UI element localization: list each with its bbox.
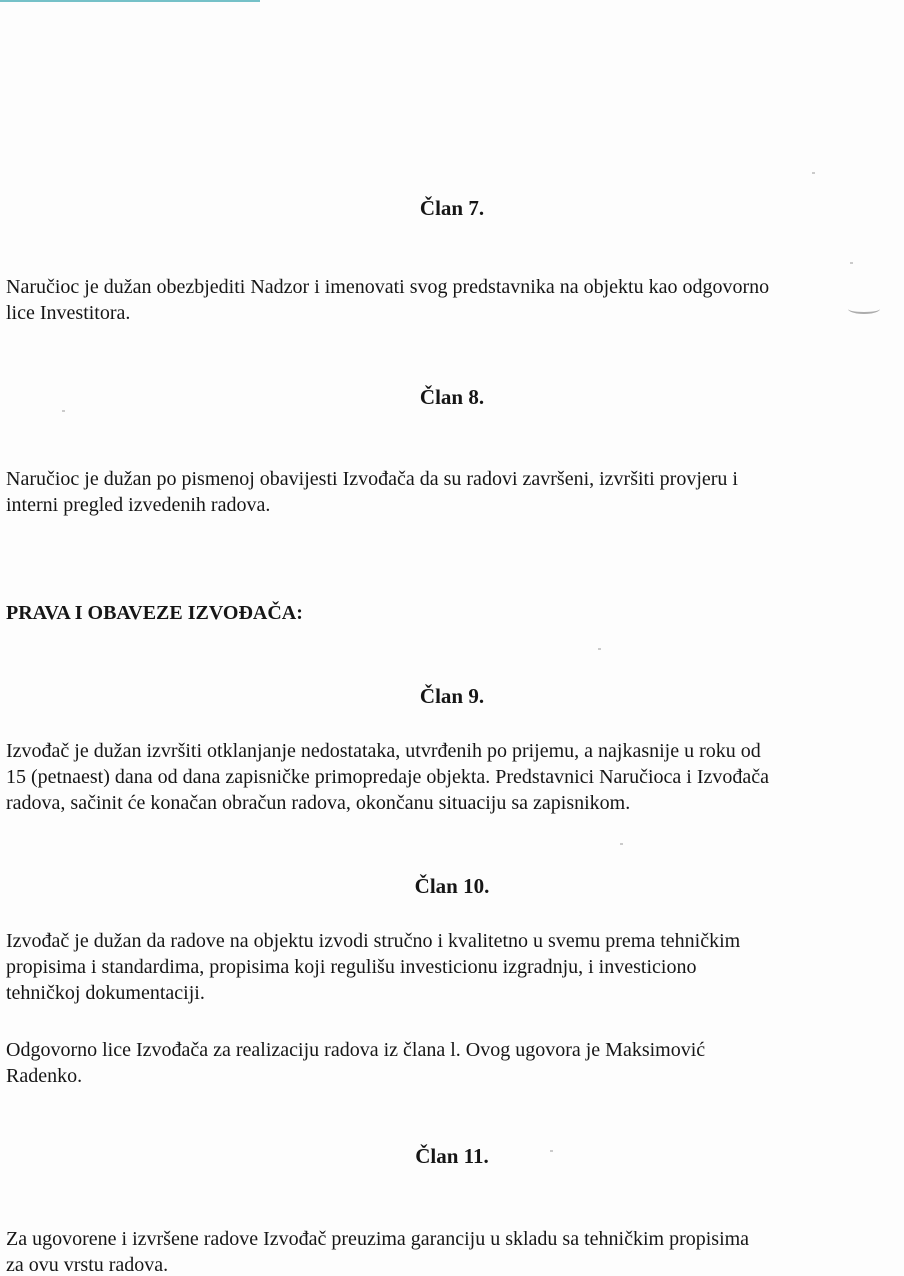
paragraph-line: Naručioc je dužan obezbjediti Nadzor i imenovati svog predstavnika na objektu kao odgovorno [6,276,770,298]
scan-speck [62,410,65,412]
paragraph-line: Odgovorno lice Izvođača za realizaciju radova iz člana l. Ovog ugovora je Maksimović [6,1039,706,1061]
scan-speck [850,262,853,264]
article-heading-10: Član 10. [414,874,490,898]
paragraph-line: Za ugovorene i izvršene radove Izvođač preuzima garanciju u skladu sa tehničkim propisima [6,1228,750,1250]
section-title: PRAVA I OBAVEZE IZVOĐAČA: [6,602,303,624]
scan-speck [812,172,815,174]
paragraph-line: lice Investitora. [6,302,131,324]
scan-speck [620,843,623,845]
scan-edge-line [0,0,260,2]
article-heading-9: Član 9. [419,684,485,708]
article-7-paragraph [6,274,898,326]
article-heading-11: Član 11. [415,1144,489,1168]
paragraph-line: radova, sačinit će konačan obračun radova, okončanu situaciju sa zapisnikom. [6,792,631,814]
paragraph-line: Naručioc je dužan po pismenoj obavijesti Izvođača da su radovi završeni, izvršiti provjeru i [6,468,738,490]
article-8-paragraph [6,466,898,518]
article-11-paragraph [6,1226,898,1276]
article-9-paragraph [6,738,898,816]
paragraph-line: tehničkoj dokumentaciji. [6,982,205,1004]
paragraph-line: Izvođač je dužan izvršiti otklanjanje nedostataka, utvrđenih po prijemu, a najkasnije u roku od [6,740,761,762]
paragraph-line: za ovu vrstu radova. [6,1254,169,1276]
paragraph-line: 15 (petnaest) dana od dana zapisničke primopredaje objekta. Predstavnici Naručioca i Izvođača [6,766,770,788]
paragraph-line: Izvođač je dužan da radove na objektu izvodi stručno i kvalitetno u svemu prema tehničkim [6,930,741,952]
paragraph-line: propisima i standardima, propisima koji regulišu investicionu izgradnju, i investiciono [6,956,697,978]
scan-speck [598,648,601,650]
paragraph-line: Radenko. [6,1065,83,1087]
article-heading-8: Član 8. [419,385,485,409]
article-heading-7: Član 7. [419,196,485,220]
article-10-paragraph-2 [6,1037,898,1089]
article-10-paragraph-1 [6,928,898,1006]
paragraph-line: interni pregled izvedenih radova. [6,494,271,516]
